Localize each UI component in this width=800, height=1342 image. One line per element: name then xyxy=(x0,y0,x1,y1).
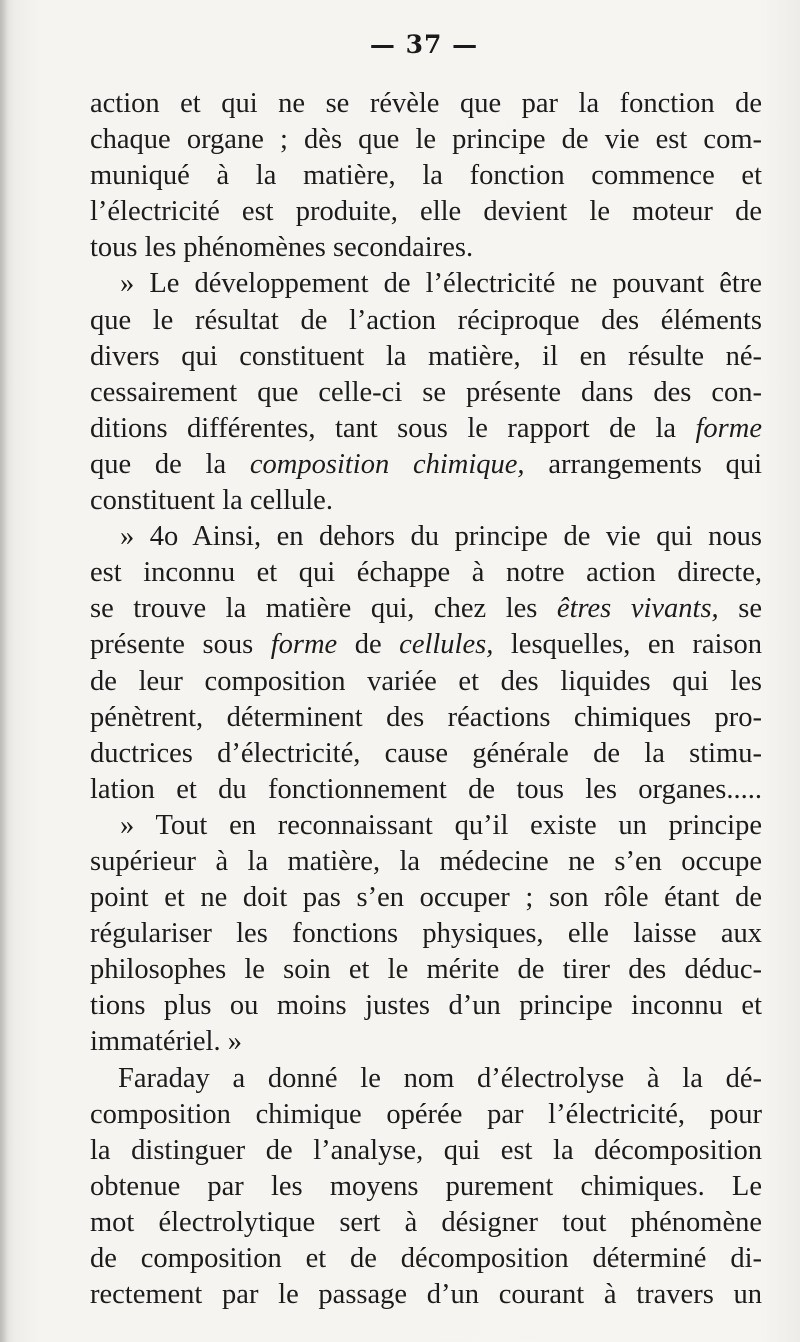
text-line: que de la composition chimique, arrangements qui xyxy=(90,448,762,480)
text-line: obtenue par les moyens purement chimiques. Le xyxy=(90,1170,762,1202)
text-line: tous les phénomènes secondaires. xyxy=(90,232,474,264)
text-line: cessairement que celle-ci se présente dans des con- xyxy=(90,376,762,408)
text-line: régulariser les fonctions physiques, elle laisse aux xyxy=(90,918,762,950)
text-line: la distinguer de l’analyse, qui est la décomposition xyxy=(90,1134,762,1166)
page-gutter-shadow xyxy=(0,0,8,1342)
text-line: point et ne doit pas s’en occuper ; son rôle étant de xyxy=(90,882,762,914)
text-line: se trouve la matière qui, chez les êtres vivants, se xyxy=(90,593,762,625)
text-line: l’électricité est produite, elle devient le moteur de xyxy=(90,196,762,228)
text-line: » 4o Ainsi, en dehors du principe de vie qui nous xyxy=(120,521,762,553)
text-line: philosophes le soin et le mérite de tirer des déduc- xyxy=(90,954,762,986)
text-line: » Tout en reconnaissant qu’il existe un principe xyxy=(120,809,762,841)
text-line: de leur composition variée et des liquides qui les xyxy=(90,665,762,697)
page-number: — 37 — xyxy=(369,30,479,59)
text-line: action et qui ne se révèle que par la fonction de xyxy=(90,88,762,119)
text-line: constituent la cellule. xyxy=(90,485,333,517)
text-line: ductrices d’électricité, cause générale de la stimu- xyxy=(90,737,762,769)
text-line: de composition et de décomposition déterminé di- xyxy=(90,1243,762,1274)
text-line: muniqué à la matière, la fonction commence et xyxy=(90,160,762,192)
text-line: immatériel. » xyxy=(90,1026,242,1058)
italic-phrase: forme xyxy=(270,629,338,661)
text-line: divers qui constituent la matière, il en résulte né- xyxy=(90,340,762,372)
text-line: ditions différentes, tant sous le rapport de la forme xyxy=(90,412,762,444)
text-line: mot électrolytique sert à désigner tout phénomène xyxy=(90,1206,762,1238)
italic-phrase: forme xyxy=(695,412,762,444)
italic-phrase: composition chimique, xyxy=(249,448,525,480)
text-line: que le résultat de l’action réciproque des éléments xyxy=(90,304,762,336)
text-line: chaque organe ; dès que le principe de vie est com- xyxy=(90,124,762,156)
text-line: pénètrent, déterminent des réactions chimiques pro- xyxy=(90,701,762,733)
italic-phrase: cellules, xyxy=(399,629,494,661)
text-line: présente sous forme de cellules, lesquelles, en raison xyxy=(90,629,762,661)
text-line: » Le développement de l’électricité ne pouvant être xyxy=(120,268,762,300)
italic-phrase: êtres vivants, xyxy=(556,593,719,625)
text-line: est inconnu et qui échappe à notre action directe, xyxy=(90,557,762,589)
text-line: Faraday a donné le nom d’électrolyse à la dé- xyxy=(118,1062,762,1094)
text-line: rectement par le passage d’un courant à travers un xyxy=(90,1279,762,1311)
page-text-body xyxy=(90,86,762,1313)
text-line: supérieur à la matière, la médecine ne s’en occupe xyxy=(90,845,762,877)
text-line: tions plus ou moins justes d’un principe inconnu et xyxy=(90,990,762,1022)
text-line: lation et du fonctionnement de tous les organes..... xyxy=(90,773,762,805)
text-line: composition chimique opérée par l’électricité, pour xyxy=(90,1098,762,1130)
